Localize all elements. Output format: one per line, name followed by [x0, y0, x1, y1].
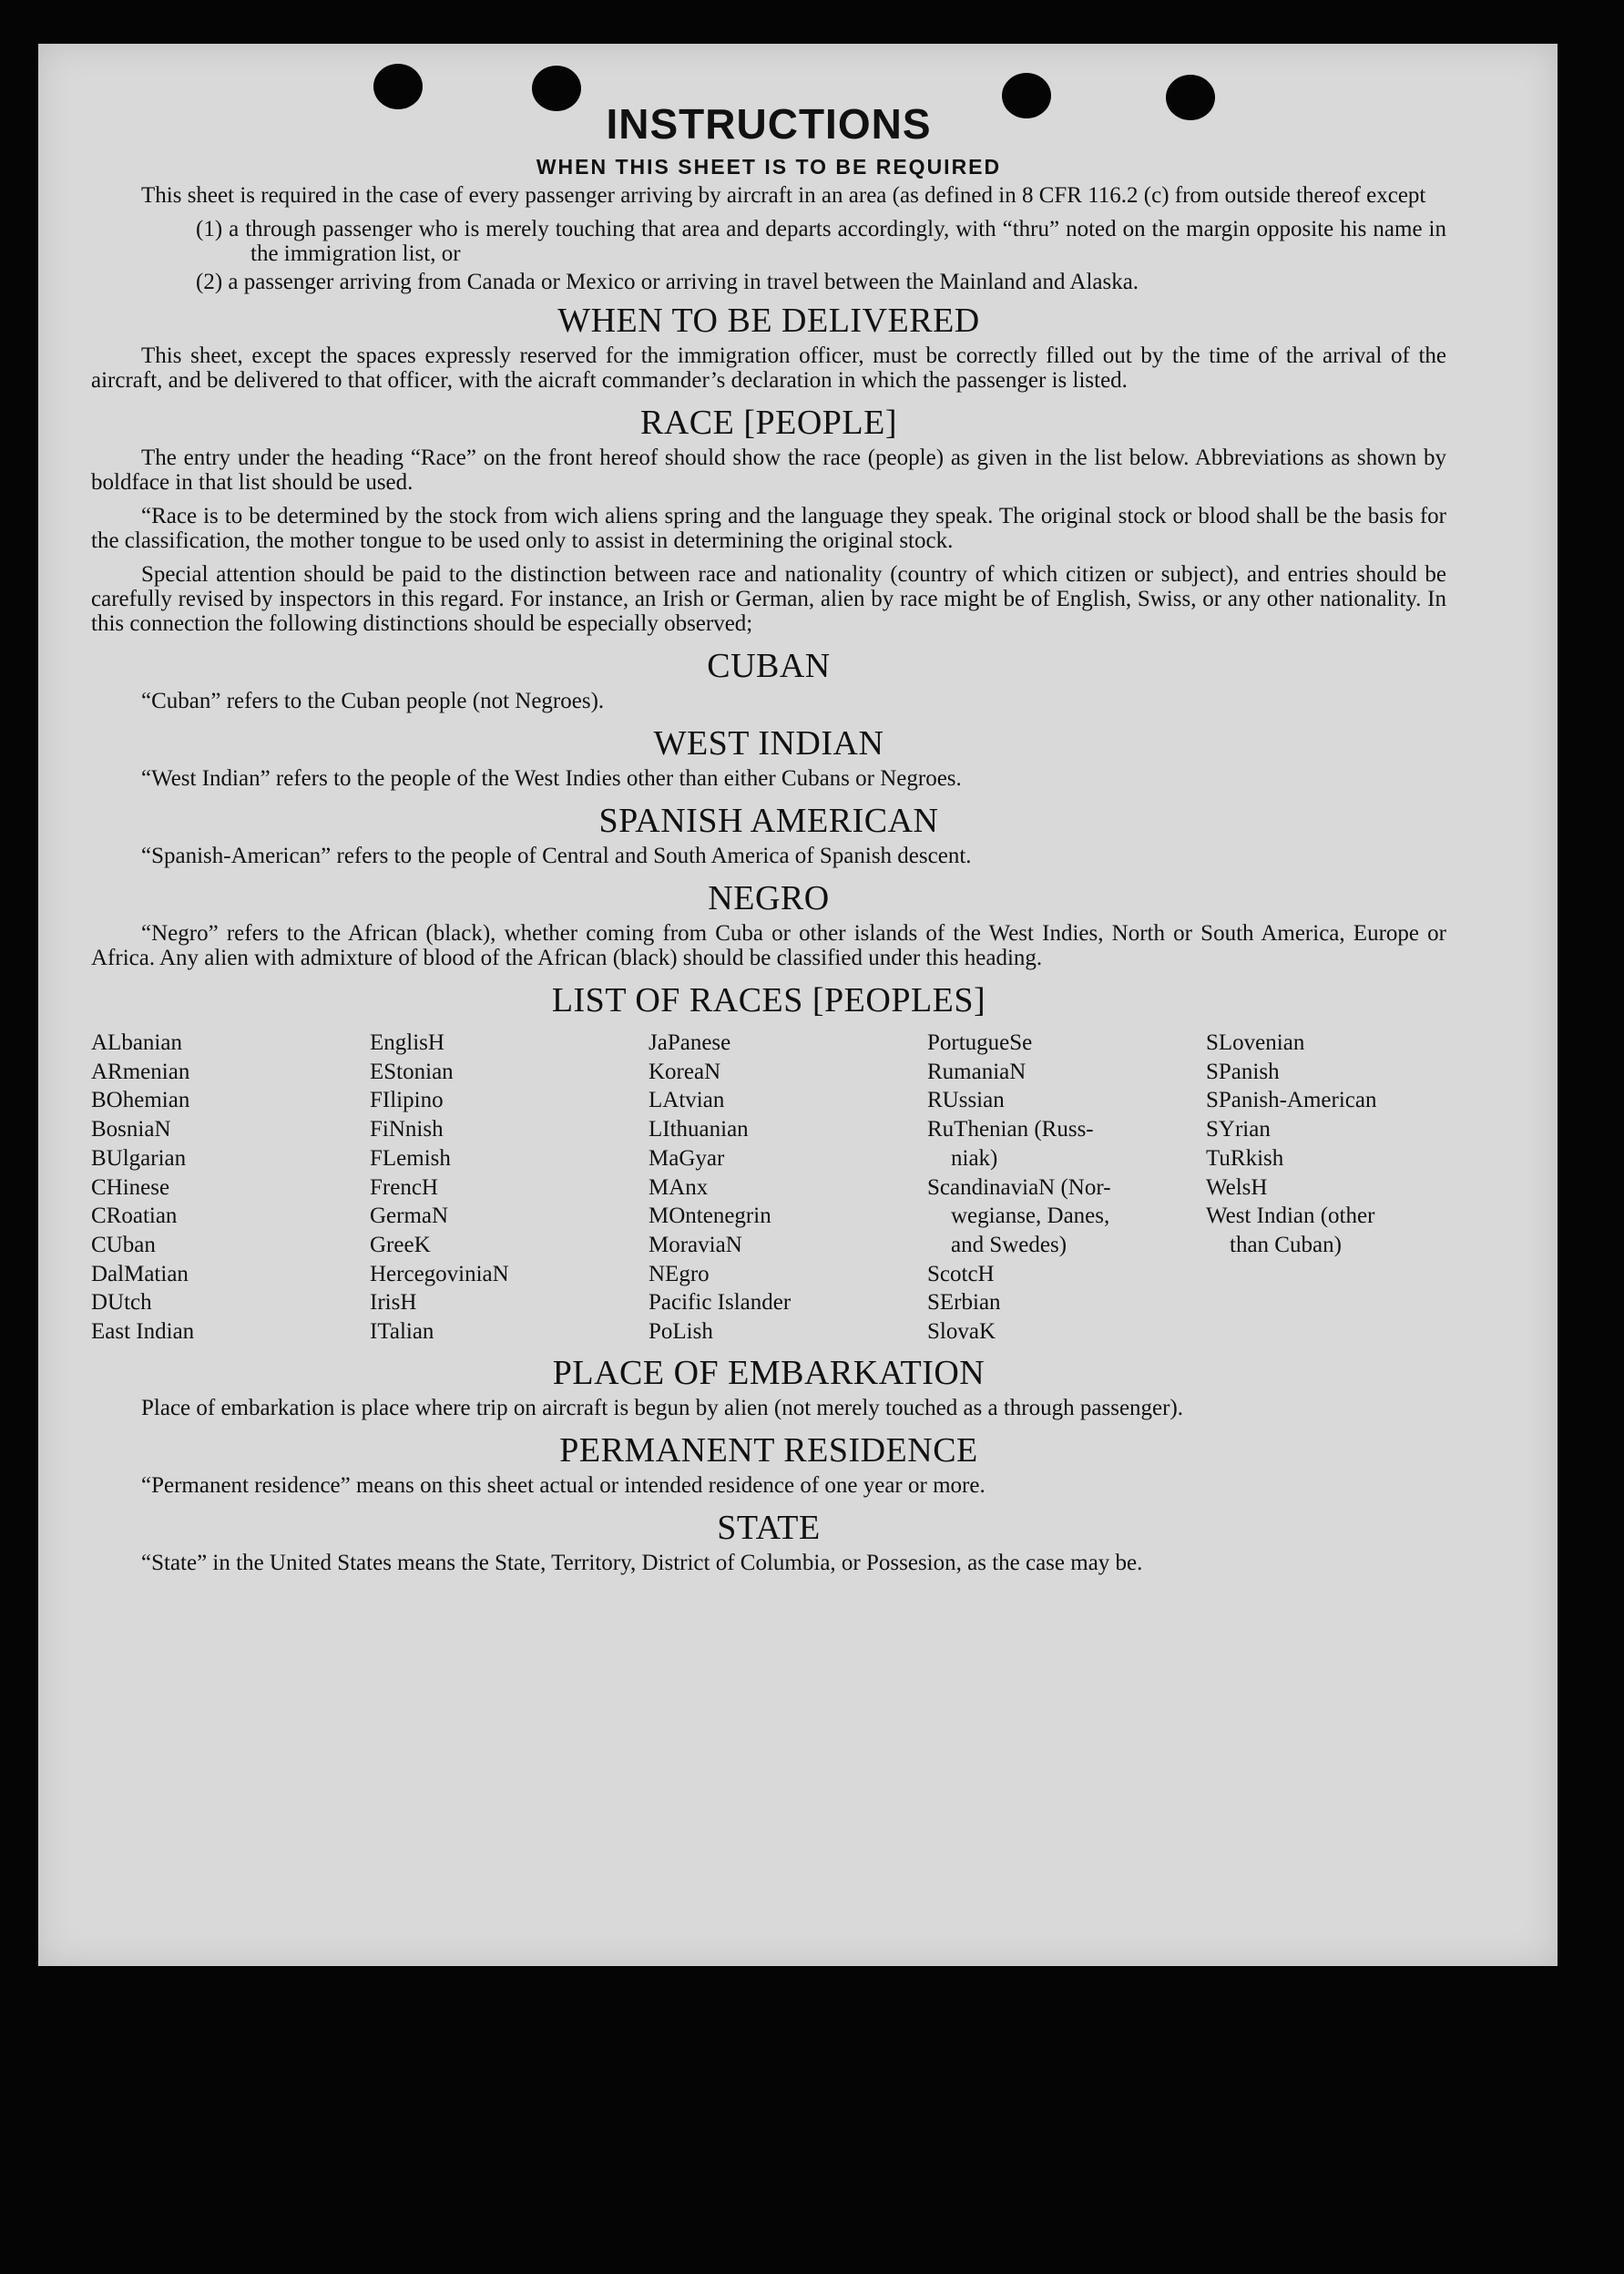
race-item: EStonian — [370, 1059, 454, 1084]
race-item: FLemish — [370, 1145, 451, 1171]
race-item: CRoatian — [91, 1204, 178, 1229]
race-heading: RACE [PEOPLE] — [640, 404, 897, 442]
race-paragraph: The entry under the heading “Race” on the front hereof should show the race (people) as given in the list below. Abbreviations as shown by boldface in that list should be used. — [91, 446, 1446, 495]
state-text: “State” in the United States means the State, Territory, District of Columbia, or Possesion, as the case may be. — [141, 1550, 1143, 1575]
race-item: PoLish — [649, 1319, 713, 1345]
race-item: CUban — [91, 1232, 156, 1257]
race-item: NEgro — [649, 1261, 710, 1286]
race-item: TuRkish — [1206, 1145, 1284, 1171]
exception-item: (1) a through passenger who is merely touching that area and departs accordingly, with “thru” noted on the margin opposite his name in the immigration list, or — [196, 217, 1446, 266]
race-item: Pacific Islander — [649, 1290, 792, 1316]
race-item: GreeK — [370, 1232, 431, 1257]
race-item: SErbian — [927, 1290, 1001, 1316]
race-item: RumaniaN — [927, 1059, 1026, 1084]
races-column — [370, 1029, 649, 1347]
race-item: LIthuanian — [649, 1117, 749, 1142]
race-item: FrencH — [370, 1174, 438, 1200]
race-item: FiNnish — [370, 1117, 444, 1142]
race-item: JaPanese — [649, 1030, 731, 1055]
race-paragraph: Special attention should be paid to the distinction between race and nationality (country of which citizen or subject), and entries should be carefully revised by inspectors in this regard. For instance, an Irish or German, alien by race might be of English, Swiss, or any other nationality. In this connection the following distinctions should be especially observed; — [91, 562, 1446, 636]
residence-text: “Permanent residence” means on this sheet actual or intended residence of one year or more. — [141, 1472, 986, 1498]
races-column — [927, 1029, 1206, 1347]
race-item: RuThenian (Russ- niak) — [927, 1117, 1094, 1171]
required-intro: This sheet is required in the case of every passenger arriving by aircraft in an area (as defined in 8 CFR 116.2 (c) from outside thereof except — [141, 183, 1426, 208]
negro-heading: NEGRO — [708, 879, 830, 917]
spanish-american-text: “Spanish-American” refers to the people of Central and South America of Spanish descent. — [141, 844, 972, 868]
races-column — [649, 1029, 927, 1347]
race-item: MoraviaN — [649, 1232, 742, 1257]
race-item: SYrian — [1206, 1117, 1271, 1142]
race-item: ALbanian — [91, 1030, 182, 1055]
race-item: SlovaK — [927, 1319, 996, 1345]
delivered-text: This sheet, except the spaces expressly reserved for the immigration officer, must be correctly filled out by the time of the arrival of the aircraft, and be delivered to that officer, with the aicraft commander’s declaration in which the passenger is listed. — [91, 343, 1446, 393]
race-item: KoreaN — [649, 1059, 721, 1084]
race-item: WelsH — [1206, 1174, 1268, 1200]
race-item: SPanish — [1206, 1059, 1280, 1084]
cuban-heading: CUBAN — [707, 647, 831, 685]
race-item: ARmenian — [91, 1059, 190, 1084]
races-list — [91, 1029, 1446, 1347]
embarkation-text: Place of embarkation is place where trip on aircraft is begun by alien (not merely touched as a through passenger). — [141, 1395, 1184, 1420]
race-item: GermaN — [370, 1204, 449, 1229]
race-item: FIlipino — [370, 1088, 444, 1113]
race-item: SLovenian — [1206, 1030, 1305, 1055]
required-heading: WHEN THIS SHEET IS TO BE REQUIRED — [536, 155, 1002, 179]
race-item: ITalian — [370, 1319, 434, 1345]
races-column — [1206, 1029, 1452, 1347]
residence-heading: PERMANENT RESIDENCE — [559, 1430, 978, 1470]
race-item: SPanish-American — [1206, 1088, 1377, 1113]
race-item: PortugueSe — [927, 1030, 1033, 1055]
race-item: ScotcH — [927, 1261, 995, 1286]
spanish-american-heading: SPANISH AMERICAN — [598, 802, 939, 840]
race-item: West Indian (other than Cuban) — [1206, 1204, 1375, 1257]
race-item: DalMatian — [91, 1261, 189, 1286]
race-item: DUtch — [91, 1290, 152, 1316]
exception-item: (2) a passenger arriving from Canada or Mexico or arriving in travel between the Mainland and Alaska. — [196, 270, 1139, 294]
race-item: BOhemian — [91, 1088, 190, 1113]
document-content — [91, 100, 1446, 1584]
race-item: LAtvian — [649, 1088, 725, 1113]
race-item: MOntenegrin — [649, 1204, 771, 1229]
race-paragraph: “Race is to be determined by the stock from wich aliens spring and the language they speak. The original stock or blood shall be the basis for the classification, the mother tongue to be used only to assist in determining the original stock. — [91, 504, 1446, 553]
race-item: IrisH — [370, 1290, 417, 1316]
races-column — [91, 1029, 370, 1347]
race-item: BosniaN — [91, 1117, 171, 1142]
state-heading: STATE — [717, 1508, 821, 1547]
race-item: ScandinaviaN (Nor- wegianse, Danes, and Swedes) — [927, 1174, 1111, 1257]
cuban-text: “Cuban” refers to the Cuban people (not Negroes). — [141, 689, 605, 713]
races-list-heading: LIST OF RACES [PEOPLES] — [551, 981, 986, 1019]
race-item: East Indian — [91, 1319, 195, 1345]
negro-text: “Negro” refers to the African (black), whether coming from Cuba or other islands of the West Indies, North or South America, Europe or Africa. Any alien with admixture of blood of the African (black) should be classified under this heading. — [91, 921, 1446, 970]
west-indian-heading: WEST INDIAN — [653, 724, 884, 763]
west-indian-text: “West Indian” refers to the people of the West Indies other than either Cubans or Negroes. — [141, 766, 962, 791]
race-item: MaGyar — [649, 1145, 725, 1171]
race-item: CHinese — [91, 1174, 170, 1200]
embarkation-heading: PLACE OF EMBARKATION — [552, 1353, 986, 1392]
race-item: EnglisH — [370, 1030, 444, 1055]
race-item: MAnx — [649, 1174, 709, 1200]
race-item: BUlgarian — [91, 1145, 187, 1171]
delivered-heading: WHEN TO BE DELIVERED — [557, 302, 980, 340]
race-item: HercegoviniaN — [370, 1261, 509, 1286]
page-title: INSTRUCTIONS — [606, 100, 932, 148]
race-item: RUssian — [927, 1088, 1005, 1113]
exceptions-list — [196, 217, 1446, 294]
